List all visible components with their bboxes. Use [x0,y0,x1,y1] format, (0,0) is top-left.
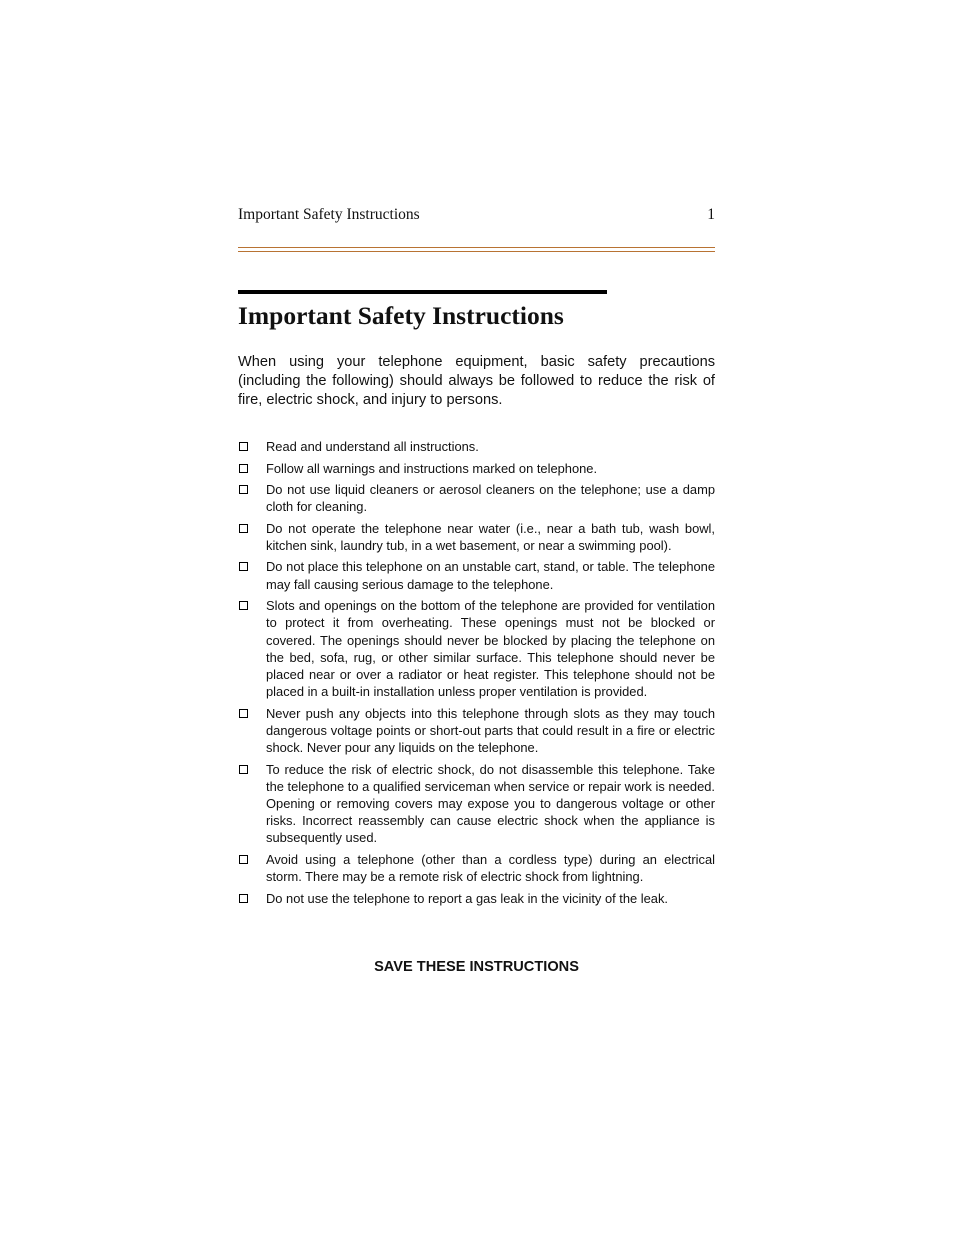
checkbox-bullet-icon [239,709,248,718]
checkbox-bullet-icon [239,485,248,494]
list-item-text: Do not use the telephone to report a gas leak in the vicinity of the leak. [266,890,669,906]
list-item [238,481,715,515]
running-header-title: Important Safety Instructions [238,206,420,223]
intro-paragraph: When using your telephone equipment, basic safety precautions (including the following) should always be followed to reduce the risk of fire, electric shock, and injury to persons. [238,354,715,409]
list-item-text: Follow all warnings and instructions marked on telephone. [266,460,598,476]
list-item-text: Do not use liquid cleaners or aerosol cleaners on the telephone; use a damp cloth for cleaning. [266,482,715,515]
list-item-text: Slots and openings on the bottom of the telephone are provided for ventilation to protect it from overheating. These openings must not be blocked or covered. The openings should never be blocked by placing the telephone on the bed, sofa, rug, or other similar surface. This telephone should never be placed near or over a radiator or heat register. This telephone should not be placed in a built-in installation unless proper ventilation is provided. [266,598,715,700]
checkbox-bullet-icon [239,442,248,451]
list-item-text: Do not place this telephone on an unstable cart, stand, or table. The telephone may fall causing serious damage to the telephone. [266,559,715,592]
header-rule-bottom [238,251,715,252]
list-item [238,851,715,885]
safety-instructions-list [238,438,715,911]
list-item [238,597,715,700]
checkbox-bullet-icon [239,524,248,533]
title-bar [238,290,607,294]
list-item-text: Read and understand all instructions. [266,439,479,454]
header-rule-top [238,247,715,248]
list-item [238,438,715,455]
checkbox-bullet-icon [239,562,248,571]
list-item-text: Avoid using a telephone (other than a cordless type) during an electrical storm. There may be a remote risk of electric shock from lightning. [266,851,715,885]
running-header [238,205,715,225]
list-item [238,761,715,847]
list-item-text: Do not operate the telephone near water (i.e., near a bath tub, wash bowl, kitchen sink, laundry tub, in a wet basement, or near a swimming pool). [266,520,715,553]
page-title: Important Safety Instructions [238,301,564,330]
list-item-text: Never push any objects into this telephone through slots as they may touch dangerous voltage points or short-out parts that could result in a fire or electric shock. Never pour any liquids on the telephone. [266,705,715,756]
page-number: 1 [707,206,715,223]
list-item [238,558,715,592]
list-item [238,890,715,907]
list-item [238,460,715,477]
list-item [238,705,715,757]
checkbox-bullet-icon [239,894,248,903]
checkbox-bullet-icon [239,855,248,864]
checkbox-bullet-icon [239,765,248,774]
checkbox-bullet-icon [239,464,248,473]
closing-statement: SAVE THESE INSTRUCTIONS [374,959,579,975]
checkbox-bullet-icon [239,601,248,610]
list-item [238,520,715,554]
list-item-text: To reduce the risk of electric shock, do not disassemble this telephone. Take the telephone to a qualified serviceman when service or repair work is needed. Opening or removing covers may expose you to dangerous voltage or other risks. Incorrect reassembly can cause electric shock when the appliance is subsequently used. [266,761,715,846]
